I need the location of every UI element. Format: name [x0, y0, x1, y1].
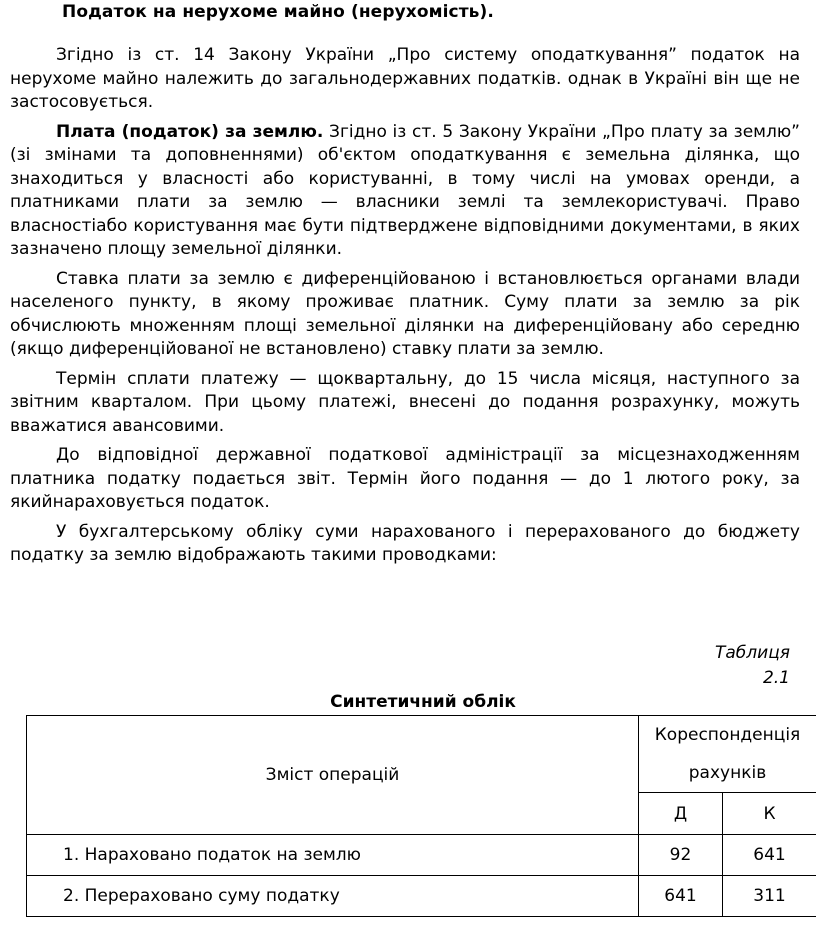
- header-operations: Зміст операцій: [27, 716, 639, 835]
- table-caption: Таблиця 2.1: [715, 643, 790, 688]
- paragraph-heading: Плата (податок) за землю.: [56, 121, 324, 142]
- paragraph: До відповідної державної податкової адміністрації за місцезнаходженням платника податку подається звіт. Термін його подання — до 1 лютого року, за якийнараховується податок.: [10, 445, 800, 512]
- credit-cell: 641: [723, 835, 816, 876]
- credit-cell: 311: [723, 876, 816, 917]
- paragraph: Ставка плати за землю є диференційованою і встановлюється органами влади населеного пункту, в якому проживає платник. Суму плати за землю за рік обчислюють множенням площі земельної ділянки на диференційовану або середню (якщо диференційованої не встановлено) ставку плати за землю.: [10, 268, 800, 359]
- header-credit: К: [723, 793, 816, 835]
- debit-cell: 92: [639, 835, 723, 876]
- operation-cell: 2. Перераховано суму податку: [27, 876, 639, 917]
- operation-cell: 1. Нараховано податок на землю: [27, 835, 639, 876]
- table-title: Синтетичний облік: [330, 692, 516, 712]
- synthetic-accounting-table: [26, 715, 816, 917]
- paragraph: У бухгалтерському обліку суми нарахованого і перерахованого до бюджету податку за землю відображають такими проводками:: [10, 521, 800, 565]
- paragraph: Згідно із ст. 14 Закону України „Про систему оподаткування” податок на нерухоме майно належить до загальнодержавних податків. однак в Україні він ще не застосовується.: [10, 45, 800, 112]
- paragraph: Плата (податок) за землю. Згідно із ст. 5 Закону України „Про плату за землю” (зі змінами та доповненнями) об'єктом оподаткування є земельна ділянка, що знаходиться у власності або користуванні, в тому числі на умовах оренди, а платниками плати за землю — власники землі та землекористувачі. Право власностіабо користування має бути підтверджене відповідними документами, в яких зазначено площу земельної ділянки.: [10, 121, 800, 259]
- debit-cell: 641: [639, 876, 723, 917]
- page-title: Податок на нерухоме майно (нерухомість).: [62, 2, 494, 22]
- paragraph: Термін сплати платежу — щоквартальну, до 15 числа місяця, наступного за звітним кварталом. При цьому платежі, внесені до подання розрахунку, можуть вважатися авансовими.: [10, 368, 800, 436]
- table-row: [27, 835, 816, 876]
- table-row: [27, 876, 816, 917]
- header-debit: Д: [639, 793, 723, 835]
- header-correspondence: Кореспонденція рахунків: [639, 716, 816, 793]
- body-text: [10, 44, 800, 574]
